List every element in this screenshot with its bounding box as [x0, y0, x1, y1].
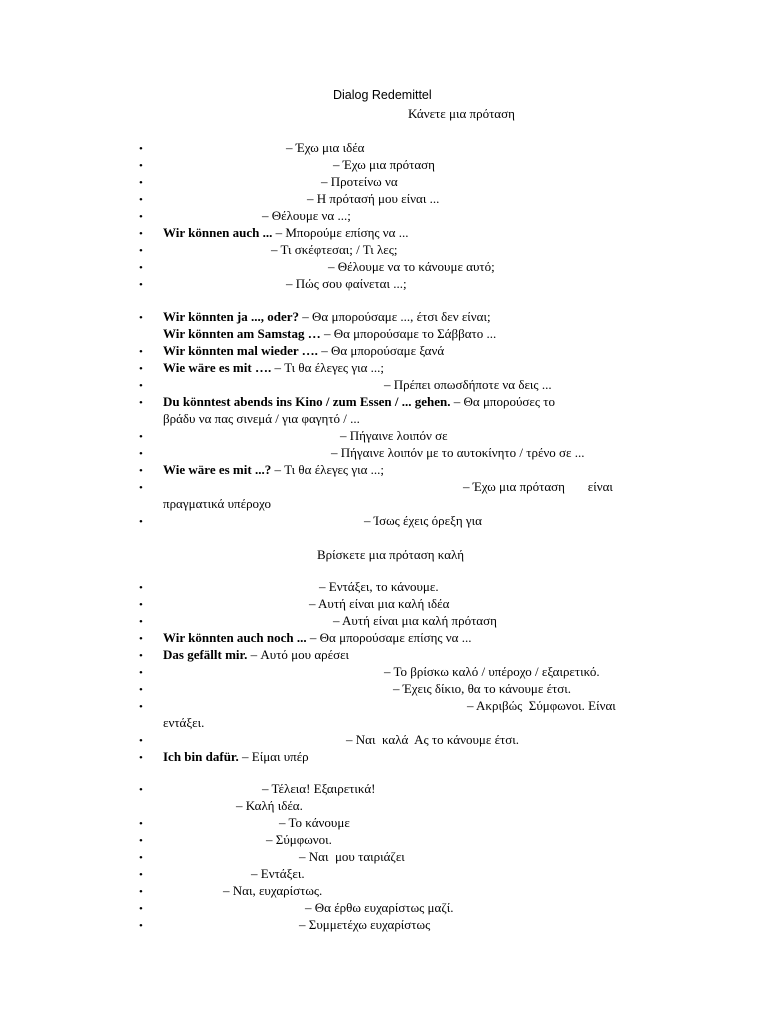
bullet-icon: •: [139, 211, 143, 223]
list-item: – Αυτή είναι μια καλή ιδέα: [309, 596, 450, 611]
bullet-icon: •: [139, 465, 143, 477]
bullet-icon: •: [139, 431, 143, 443]
german-phrase: Wir können auch ...: [163, 225, 273, 240]
list-item: – Εντάξει, το κάνουμε.: [319, 579, 439, 594]
bullet-icon: •: [139, 616, 143, 628]
bullet-icon: •: [139, 869, 143, 881]
bullet-icon: •: [139, 903, 143, 915]
greek-translation: – Θα μπορούσες το: [450, 394, 556, 409]
bullet-icon: •: [139, 194, 143, 206]
list-item: – Το βρίσκω καλό / υπέροχο / εξαιρετικό.: [384, 664, 600, 679]
list-item: – Ακριβώς Σύμφωνοι. Είναι: [467, 698, 616, 713]
list-item-continuation: – Καλή ιδέα.: [236, 798, 303, 813]
list-item: [163, 309, 491, 325]
list-item: – Συμμετέχω ευχαρίστως: [299, 917, 431, 932]
list-item: – Αυτή είναι μια καλή πρόταση: [333, 613, 497, 628]
list-item: – Τι σκέφτεσαι; / Τι λες;: [271, 242, 398, 257]
list-item: – Πώς σου φαίνεται ...;: [286, 276, 407, 291]
bullet-icon: •: [139, 516, 143, 528]
bullet-icon: •: [139, 448, 143, 460]
bullet-icon: •: [139, 228, 143, 240]
list-item: [163, 462, 384, 478]
bullet-icon: •: [139, 177, 143, 189]
bullet-icon: •: [139, 160, 143, 172]
list-item: [163, 630, 471, 646]
bullet-icon: •: [139, 279, 143, 291]
list-item: [163, 394, 555, 410]
german-phrase: Du könntest abends ins Kino / zum Essen / ... gehen.: [163, 394, 451, 409]
bullet-icon: •: [139, 312, 143, 324]
list-item: – Ναι καλά Ας το κάνουμε έτσι.: [346, 732, 520, 747]
bullet-icon: •: [139, 920, 143, 932]
bullet-icon: •: [139, 701, 143, 713]
list-item: – Θα έρθω ευχαρίστως μαζί.: [305, 900, 454, 915]
bullet-icon: •: [139, 650, 143, 662]
greek-translation: – Θα μπορούσαμε ξανά: [317, 343, 445, 358]
list-item-continuation: βράδυ να πας σινεμά / για φαγητό / ...: [163, 411, 360, 426]
greek-translation: – Είμαι υπέρ: [238, 749, 309, 764]
bullet-icon: •: [139, 852, 143, 864]
list-item: – Θέλουμε να ...;: [262, 208, 351, 223]
list-item: [163, 749, 309, 765]
bullet-icon: •: [139, 245, 143, 257]
german-phrase: Wir könnten auch noch ...: [163, 630, 307, 645]
list-item: – Ναι, ευχαρίστως.: [223, 883, 323, 898]
list-item: – Έχω μια πρόταση: [333, 157, 435, 172]
greek-translation: – Θα μπορούσαμε το Σάββατο ...: [320, 326, 497, 341]
bullet-icon: •: [139, 363, 143, 375]
german-phrase: Wir könnten am Samstag …: [163, 326, 321, 341]
german-phrase: Wie wäre es mit ….: [163, 360, 272, 375]
list-item-continuation: [163, 326, 496, 342]
bullet-icon: •: [139, 599, 143, 611]
bullet-icon: •: [139, 143, 143, 155]
greek-translation: – Αυτό μου αρέσει: [247, 647, 350, 662]
bullet-icon: •: [139, 835, 143, 847]
bullet-icon: •: [139, 818, 143, 830]
greek-translation: – Θα μπορούσαμε ..., έτσι δεν είναι;: [299, 309, 491, 324]
german-phrase: Wie wäre es mit ...?: [163, 462, 272, 477]
bullet-icon: •: [139, 684, 143, 696]
bullet-icon: •: [139, 397, 143, 409]
list-item: – Προτείνω να: [321, 174, 398, 189]
list-item: – Εντάξει.: [251, 866, 305, 881]
list-item: – Θέλουμε να το κάνουμε αυτό;: [328, 259, 495, 274]
bullet-icon: •: [139, 784, 143, 796]
list-item: – Ίσως έχεις όρεξη για: [364, 513, 482, 528]
list-item: – Η πρότασή μου είναι ...: [307, 191, 440, 206]
list-item: – Ναι μου ταιριάζει: [299, 849, 405, 864]
list-item: [163, 225, 408, 241]
list-item-continuation: πραγματικά υπέροχο: [163, 496, 272, 511]
section-heading-make-proposal: Κάνετε μια πρόταση: [408, 106, 515, 121]
list-item: – Έχω μια ιδέα: [286, 140, 365, 155]
greek-translation: – Τι θα έλεγες για ...;: [271, 360, 384, 375]
list-item: [163, 343, 444, 359]
list-item: – Το κάνουμε: [279, 815, 350, 830]
german-phrase: Ich bin dafür.: [163, 749, 239, 764]
bullet-icon: •: [139, 262, 143, 274]
bullet-icon: •: [139, 633, 143, 645]
bullet-icon: •: [139, 886, 143, 898]
list-item: – Πήγαινε λοιπόν σε: [340, 428, 448, 443]
section-heading-find-proposal-good: Βρίσκετε μια πρόταση καλή: [317, 547, 465, 562]
german-phrase: Wir könnten ja ..., oder?: [163, 309, 300, 324]
page-title: Dialog Redemittel: [333, 88, 432, 102]
bullet-icon: •: [139, 735, 143, 747]
list-item: [163, 647, 349, 663]
greek-translation: – Θα μπορούσαμε επίσης να ...: [306, 630, 472, 645]
greek-translation: – Τι θα έλεγες για ...;: [271, 462, 384, 477]
greek-translation: – Μπορούμε επίσης να ...: [272, 225, 409, 240]
german-phrase: Wir könnten mal wieder ….: [163, 343, 318, 358]
german-phrase: Das gefällt mir.: [163, 647, 248, 662]
list-item-continuation: εντάξει.: [163, 715, 205, 730]
bullet-icon: •: [139, 482, 143, 494]
bullet-icon: •: [139, 582, 143, 594]
list-item: – Πρέπει οπωσδήποτε να δεις ...: [384, 377, 552, 392]
bullet-icon: •: [139, 380, 143, 392]
list-item: – Έχω μια πρόταση είναι: [463, 479, 613, 494]
bullet-icon: •: [139, 346, 143, 358]
list-item: – Τέλεια! Εξαιρετικά!: [262, 781, 376, 796]
bullet-icon: •: [139, 667, 143, 679]
list-item: – Έχεις δίκιο, θα το κάνουμε έτσι.: [393, 681, 572, 696]
list-item: – Πήγαινε λοιπόν με το αυτοκίνητο / τρένο σε ...: [331, 445, 585, 460]
list-item: [163, 360, 384, 376]
list-item: – Σύμφωνοι.: [266, 832, 332, 847]
bullet-icon: •: [139, 752, 143, 764]
